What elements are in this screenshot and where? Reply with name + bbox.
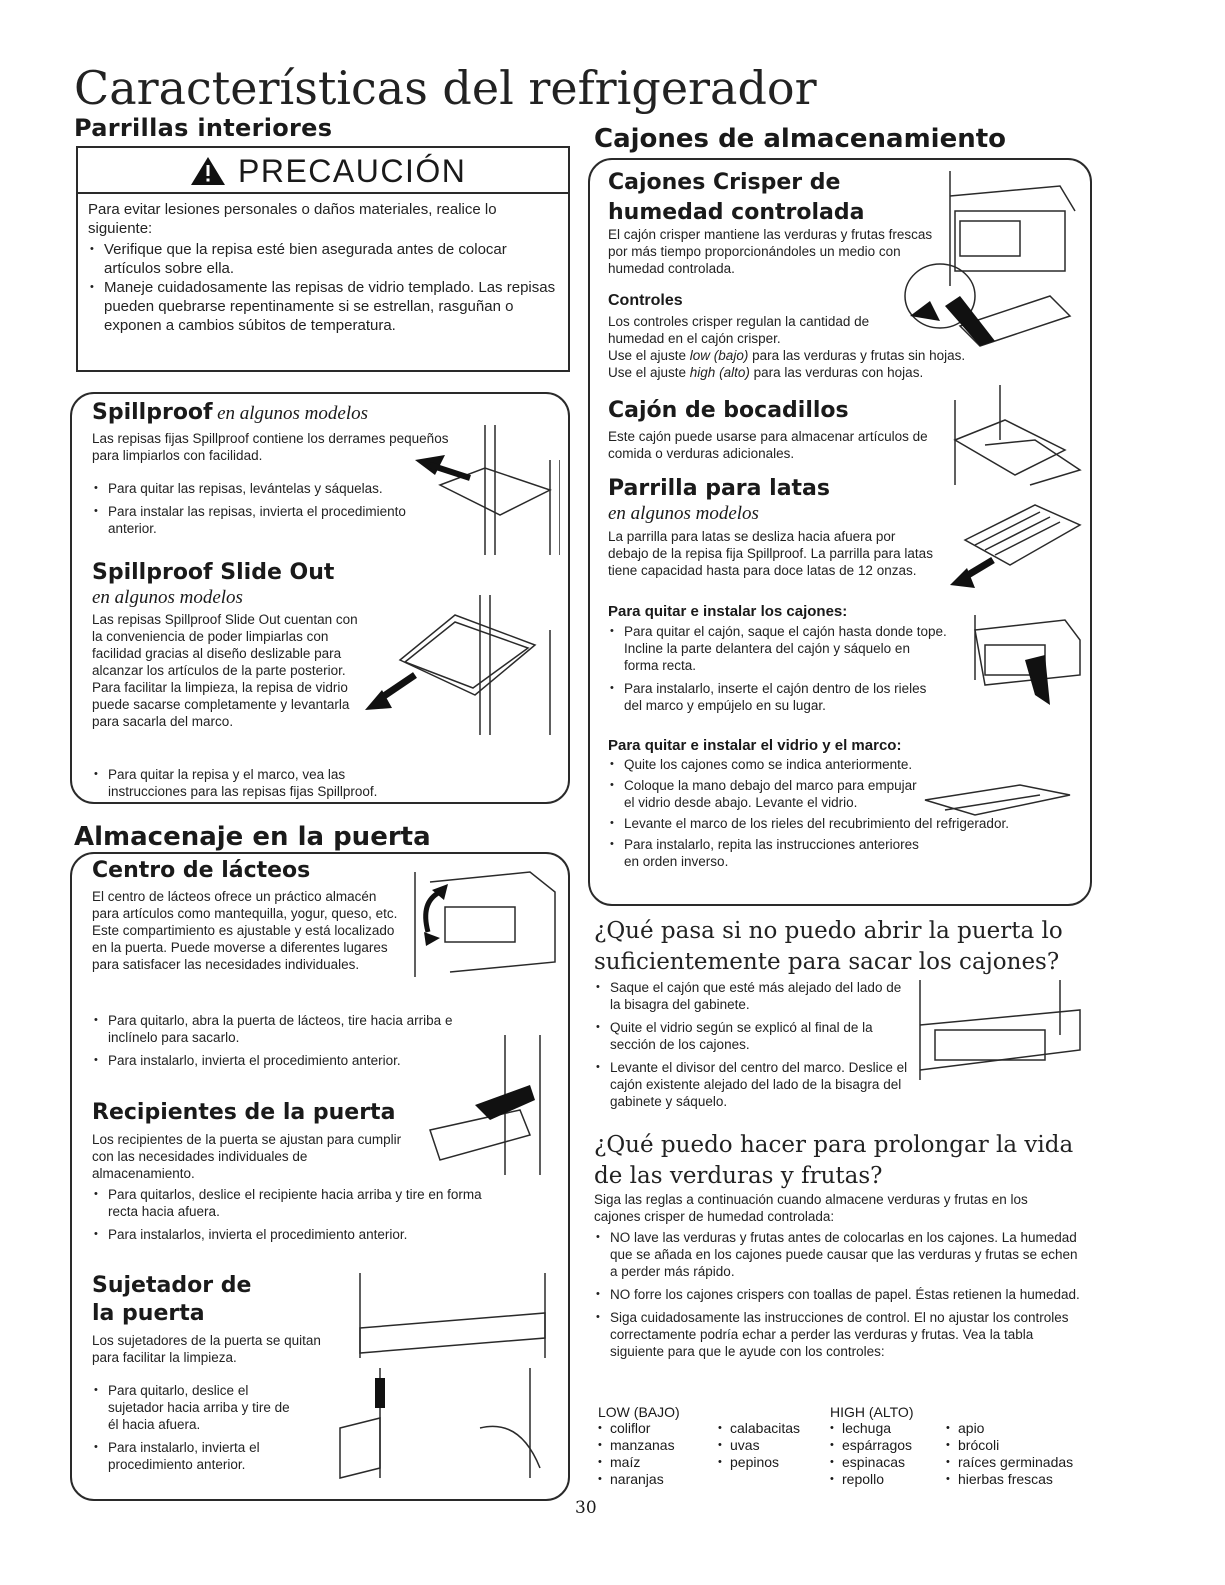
list-item: • Para quitarlo, deslice el sujetador hacia arriba y tire de él hacia afuera. — [92, 1382, 302, 1433]
list-item: • Para instalar las repisas, invierta el procedimiento anterior. — [92, 503, 442, 537]
caution-title-row — [78, 148, 568, 194]
table-high-header: HIGH (ALTO) — [830, 1404, 914, 1420]
glass-frame-illustration — [920, 770, 1080, 830]
door-bins-list — [92, 1186, 492, 1249]
dairy-text: El centro de lácteos ofrece un práctico almacén para artículos como mantequilla, yogur, queso, etc. Este compartimiento es ajustable y está localizado en la puerta. Puede moverse a diferentes lugares para satisfacer las necesidades individuales. — [92, 889, 398, 972]
table-cell: • pepinos — [716, 1454, 800, 1471]
warning-triangle-icon — [190, 156, 226, 191]
table-cell: • uvas — [716, 1437, 800, 1454]
shelves-heading: Parrillas interiores — [74, 114, 333, 142]
spillproof-text: Las repisas fijas Spillproof contiene los derrames pequeños para limpiarlos con facilidad. — [92, 431, 449, 463]
q2-list — [594, 1229, 1084, 1366]
table-cell: • espárragos — [828, 1437, 912, 1454]
list-item: • Levante el divisor del centro del marco. Deslice el cajón existente alejado del lado de la bisagra del gabinete y sáquelo. — [594, 1059, 914, 1110]
remove-drawer-illustration — [965, 610, 1085, 710]
table-cell: • apio — [944, 1420, 1073, 1437]
list-item: • NO lave las verduras y frutas antes de colocarlas en los cajones. La humedad que se añada en los cajones puede causar que las verduras y frutas se echen a perder más rápido. — [594, 1229, 1084, 1280]
list-item: • Para instalarlo, invierta el procedimiento anterior. — [92, 1052, 492, 1069]
list-item: • Para instalarlo, invierta el procedimiento anterior. — [92, 1439, 302, 1473]
high-setting-text: Use el ajuste high (alto) para las verduras con hojas. — [608, 365, 924, 380]
page-title: Características del refrigerador — [74, 61, 817, 115]
list-item: • Para quitarlo, abra la puerta de lácteos, tire hacia arriba e inclínelo para sacarlo. — [92, 1012, 492, 1046]
list-item: • Saque el cajón que esté más alejado del lado de la bisagra del gabinete. — [594, 979, 914, 1013]
table-low-col2 — [716, 1420, 800, 1471]
can-rack-heading: Parrilla para latas — [608, 476, 830, 501]
snack-heading: Cajón de bocadillos — [608, 398, 849, 423]
q2-intro: Siga las reglas a continuación cuando almacene verduras y frutas en los cajones crisper de humedad controlada: — [594, 1192, 1028, 1224]
caution-body — [88, 200, 558, 335]
remove-drawers-list — [608, 623, 948, 720]
door-bins-text: Los recipientes de la puerta se ajustan para cumplir con las necesidades individuales de almacenamiento. — [92, 1132, 402, 1181]
door-retainer-text: Los sujetadores de la puerta se quitan para facilitar la limpieza. — [92, 1333, 321, 1365]
list-item: • Para instalarlo, inserte el cajón dentro de los rieles del marco y empújelo en su lugar. — [608, 680, 948, 714]
list-item: • Para instalarlos, invierta el procedimiento anterior. — [92, 1226, 492, 1243]
list-item: • Quite los cajones como se indica anteriormente. — [608, 756, 928, 773]
caution-item: • Verifique que la repisa esté bien asegurada antes de colocar artículos sobre ella. — [88, 240, 558, 278]
slide-out-shelf-illustration — [360, 590, 560, 740]
open-door-illustration — [915, 975, 1085, 1085]
can-rack-illustration — [945, 490, 1085, 600]
crisper-drawer-illustration — [900, 166, 1080, 356]
q1-heading: ¿Qué pasa si no puedo abrir la puerta lo suficientemente para sacar los cajones? — [594, 918, 1063, 975]
list-item: • Coloque la mano debajo del marco para empujar el vidrio desde abajo. Levante el vidrio. — [608, 777, 928, 811]
table-cell: • hierbas frescas — [944, 1471, 1073, 1488]
crisper-heading: Cajones Crisper de humedad controlada — [608, 170, 865, 225]
list-item: • Siga cuidadosamente las instrucciones de control. El no ajustar los controles correctamente podría echar a perder las verduras y frutas. Vea la tabla siguiente para que le ayude con los controles: — [594, 1309, 1084, 1360]
can-rack-suffix: en algunos modelos — [608, 503, 759, 524]
shelf-illustration — [400, 420, 560, 560]
q1-list — [594, 979, 914, 1116]
table-low-header: LOW (BAJO) — [598, 1404, 680, 1420]
table-cell: • coliflor — [596, 1420, 675, 1437]
slide-out-list — [92, 766, 412, 806]
door-retainer-heading: Sujetador de la puerta — [92, 1273, 252, 1326]
dairy-heading: Centro de lácteos — [92, 858, 311, 883]
door-storage-heading: Almacenaje en la puerta — [74, 822, 431, 852]
table-cell: • naranjas — [596, 1471, 675, 1488]
table-cell: • manzanas — [596, 1437, 675, 1454]
table-cell: • repollo — [828, 1471, 912, 1488]
list-item: • Para instalarlo, repita las instrucciones anteriores en orden inverso. — [608, 836, 928, 870]
can-rack-text: La parrilla para latas se desliza hacia afuera por debajo de la repisa fija Spillproof. La parrilla para latas tiene capacidad hasta para doce latas de 12 onzas. — [608, 529, 933, 578]
dairy-center-illustration — [410, 862, 560, 982]
list-item: • NO forre los cajones crispers con toallas de papel. Éstas retienen la humedad. — [594, 1286, 1084, 1303]
slide-out-suffix: en algunos modelos — [92, 587, 243, 608]
table-cell: • raíces germinadas — [944, 1454, 1073, 1471]
remove-drawers-heading: Para quitar e instalar los cajones: — [608, 603, 848, 620]
remove-glass-heading: Para quitar e instalar el vidrio y el marco: — [608, 737, 902, 754]
caution-intro: Para evitar lesiones personales o daños materiales, realice lo siguiente: — [88, 201, 497, 237]
page-number: 30 — [575, 1498, 597, 1518]
door-retainer-list — [92, 1382, 302, 1479]
door-bins-heading: Recipientes de la puerta — [92, 1100, 396, 1125]
caution-item: • Maneje cuidadosamente las repisas de vidrio templado. Las repisas pueden quebrarse repentinamente si se estrellan, rasguñan o exponen a cambios súbitos de temperatura. — [88, 278, 558, 335]
crisper-text: El cajón crisper mantiene las verduras y frutas frescas por más tiempo proporcionándoles un medio con humedad controlada. — [608, 227, 933, 276]
slide-out-heading: Spillproof Slide Out — [92, 560, 335, 585]
snack-text: Este cajón puede usarse para almacenar artículos de comida o verduras adicionales. — [608, 429, 928, 461]
list-item: • Para quitar las repisas, levántelas y sáquelas. — [92, 480, 442, 497]
table-cell: • calabacitas — [716, 1420, 800, 1437]
controls-heading: Controles — [608, 292, 683, 309]
table-low-col1 — [596, 1420, 675, 1488]
caution-title: PRECAUCIÓN — [238, 153, 467, 189]
list-item: • Quite el vidrio según se explicó al final de la sección de los cajones. — [594, 1019, 914, 1053]
list-item: • Para quitar la repisa y el marco, vea las instrucciones para las repisas fijas Spillproof. — [92, 766, 412, 800]
q2-heading: ¿Qué puedo hacer para prolongar la vida de las verduras y frutas? — [594, 1132, 1074, 1189]
list-item: • Para quitar el cajón, saque el cajón hasta donde tope. Incline la parte delantera del cajón y sáquelo en forma recta. — [608, 623, 948, 674]
table-cell: • lechuga — [828, 1420, 912, 1437]
slide-out-text: Las repisas Spillproof Slide Out cuentan con la conveniencia de poder limpiarlas con facilidad gracias al diseño deslizable para alcanzar los artículos de la parte posterior. Para facilitar la limpieza, la repisa de vidrio puede sacarse completamente y levantarla para sacarla del marco. — [92, 612, 358, 729]
list-item: • Para quitarlos, deslice el recipiente hacia arriba y tire en forma recta hacia afuera. — [92, 1186, 492, 1220]
door-bin-illustration — [420, 1030, 560, 1180]
low-setting-text: Use el ajuste low (bajo) para las verduras y frutas sin hojas. — [608, 348, 966, 363]
spillproof-heading: Spillproof en algunos modelos — [92, 400, 369, 425]
drawers-heading: Cajones de almacenamiento — [594, 124, 1007, 154]
snack-drawer-illustration — [945, 380, 1085, 490]
table-cell: • espinacas — [828, 1454, 912, 1471]
table-high-col2 — [944, 1420, 1073, 1488]
list-item: • Levante el marco de los rieles del recubrimiento del refrigerador. — [608, 815, 1094, 832]
table-cell: • brócoli — [944, 1437, 1073, 1454]
door-retainer-illustration — [320, 1268, 560, 1488]
table-high-col1 — [828, 1420, 912, 1488]
remove-glass-list — [608, 756, 1009, 870]
table-cell: • maíz — [596, 1454, 675, 1471]
controls-text: Los controles crisper regulan la cantidad de humedad en el cajón crisper. — [608, 314, 870, 346]
spillproof-list — [92, 480, 442, 543]
